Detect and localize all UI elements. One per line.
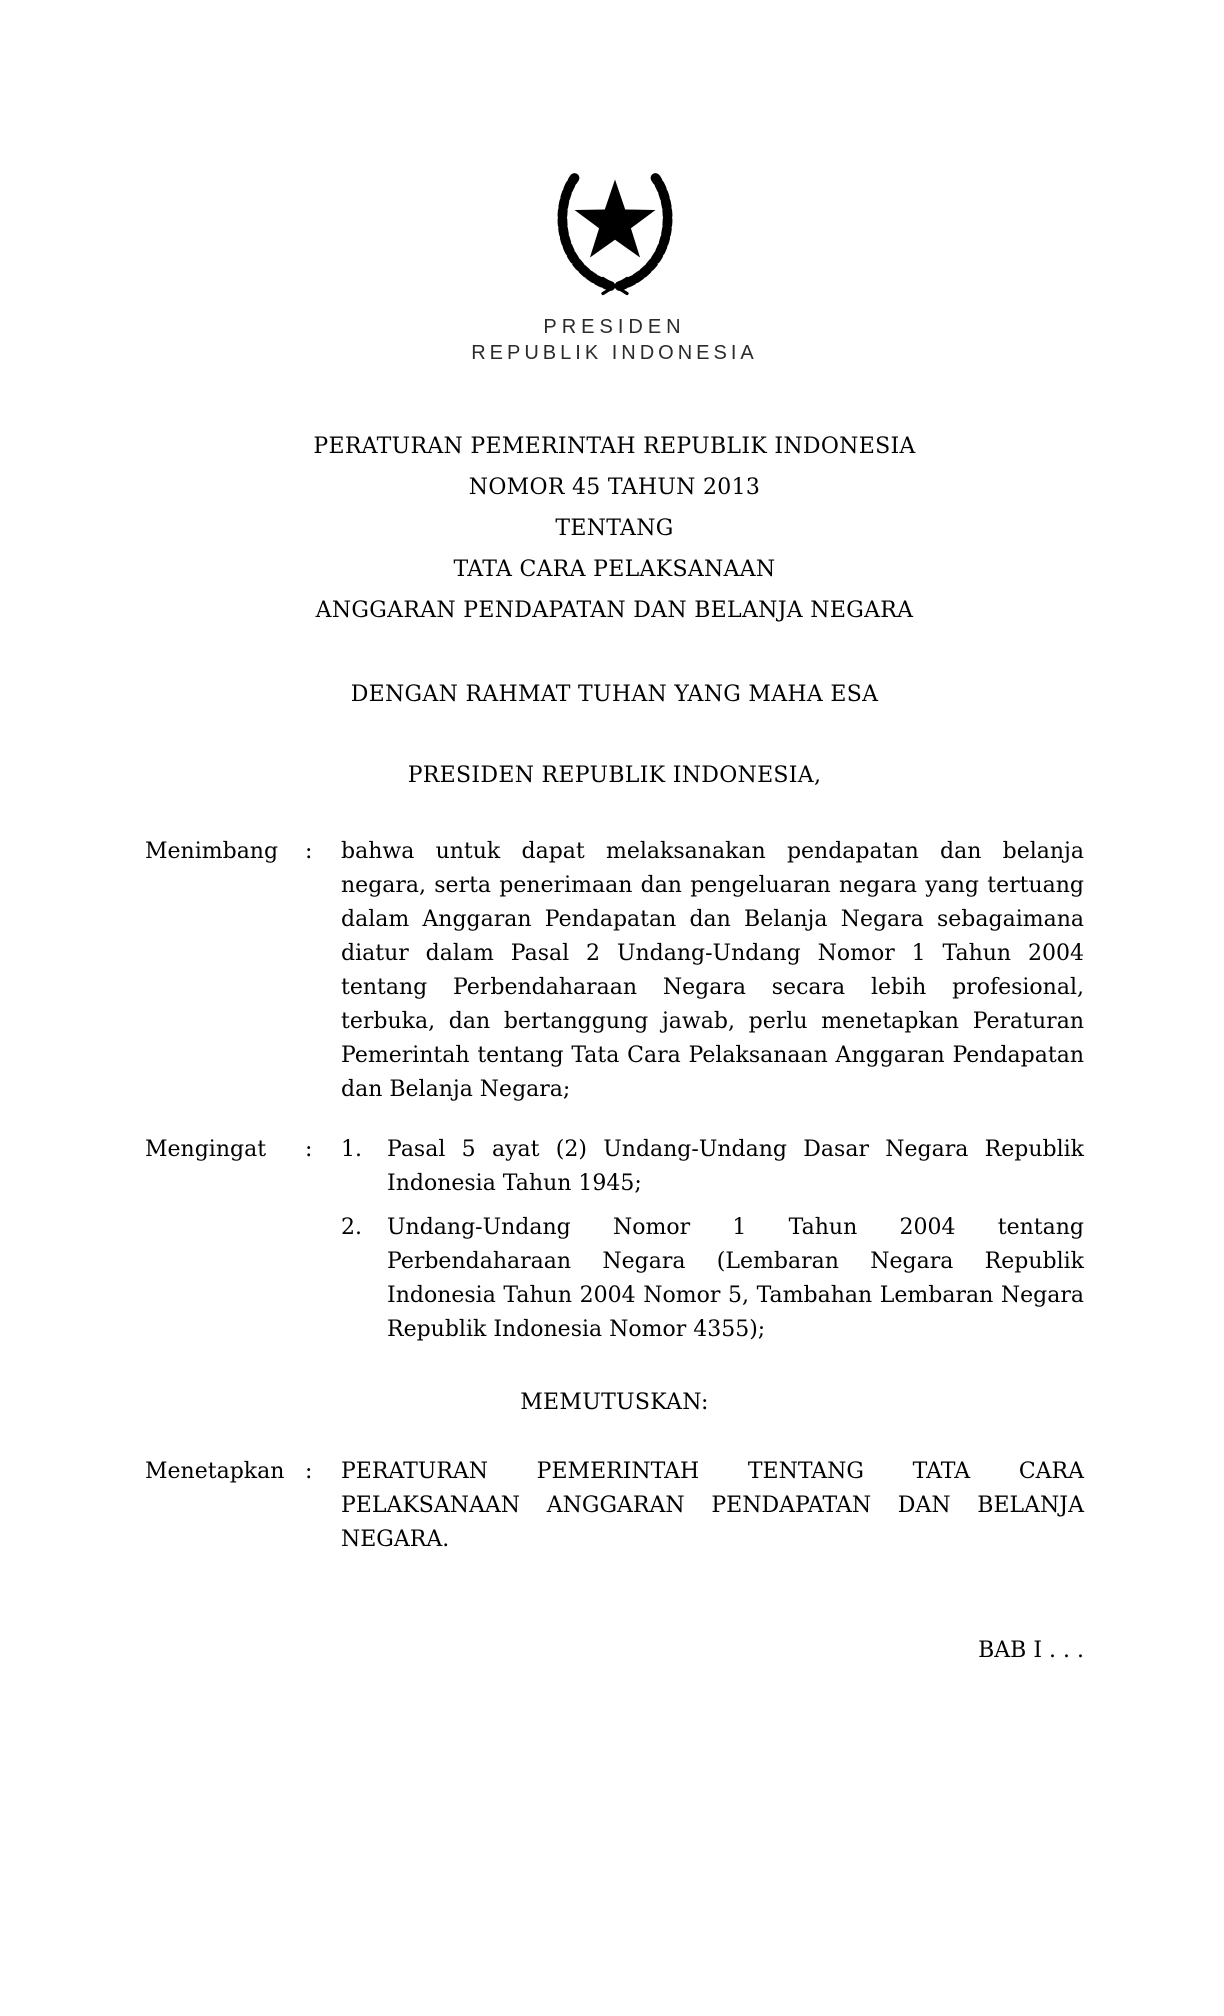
mengingat-item-1 xyxy=(341,1133,1084,1201)
mengingat-item-2-text: Undang-Undang Nomor 1 Tahun 2004 tentang Perbendaharaan Negara (Lembaran Negara Republik Indonesia Tahun 2004 Nomor 5, Tambahan Lembaran Negara Republik Indonesia Nomor 4355); xyxy=(387,1215,1084,1342)
menimbang-text: bahwa untuk dapat melaksanakan pendapatan dan belanja negara, serta penerimaan dan pengeluaran negara yang tertuang dalam Anggaran Pendapatan dan Belanja Negara sebagaimana diatur dalam Pasal 2 Undang-Undang Nomor 1 Tahun 2004 tentang Perbendaharaan Negara secara lebih profesional, terbuka, dan bertanggung jawab, perlu menetapkan Peraturan Pemerintah tentang Tata Cara Pelaksanaan Anggaran Pendapatan dan Belanja Negara; xyxy=(341,839,1084,1102)
menimbang-label: Menimbang xyxy=(145,839,279,864)
mengingat-item-2-number: 2. xyxy=(341,1215,362,1240)
rahmat-line: DENGAN RAHMAT TUHAN YANG MAHA ESA xyxy=(350,682,879,707)
menetapkan-label: Menetapkan xyxy=(145,1459,285,1484)
title-line-4: TATA CARA PELAKSANAAN xyxy=(453,557,776,582)
mengingat-colon: : xyxy=(305,1137,313,1162)
seal-container xyxy=(145,148,1084,302)
letterhead-presiden: PRESIDEN xyxy=(543,316,686,338)
menetapkan-text: PERATURAN PEMERINTAH TENTANG TATA CARA PELAKSANAAN ANGGARAN PENDAPATAN DAN BELANJA NEGARA. xyxy=(341,1459,1084,1552)
title-line-5: ANGGARAN PENDAPATAN DAN BELANJA NEGARA xyxy=(315,598,914,623)
title-line-1: PERATURAN PEMERINTAH REPUBLIK INDONESIA xyxy=(313,434,916,459)
mengingat-item-1-number: 1. xyxy=(341,1137,362,1162)
presiden-line: PRESIDEN REPUBLIK INDONESIA, xyxy=(407,763,822,788)
menetapkan-colon: : xyxy=(305,1459,313,1484)
mengingat-item-2 xyxy=(341,1211,1084,1347)
section-menetapkan xyxy=(145,1455,1084,1557)
menimbang-colon: : xyxy=(305,839,313,864)
mengingat-list xyxy=(341,1133,1084,1347)
title-block xyxy=(145,426,1084,631)
memutuskan-heading: MEMUTUSKAN: xyxy=(520,1390,709,1415)
catchword-bab-i: BAB I . . . xyxy=(978,1638,1084,1663)
letterhead-republik-indonesia: REPUBLIK INDONESIA xyxy=(471,342,758,364)
mengingat-item-1-text: Pasal 5 ayat (2) Undang-Undang Dasar Negara Republik Indonesia Tahun 1945; xyxy=(387,1137,1084,1196)
mengingat-label: Mengingat xyxy=(145,1137,267,1162)
letterhead xyxy=(145,314,1084,366)
title-line-2: NOMOR 45 TAHUN 2013 xyxy=(468,475,761,500)
presidential-star-wreath-icon xyxy=(540,148,690,298)
section-mengingat xyxy=(145,1133,1084,1347)
title-line-3: TENTANG xyxy=(555,516,674,541)
section-menimbang xyxy=(145,835,1084,1107)
